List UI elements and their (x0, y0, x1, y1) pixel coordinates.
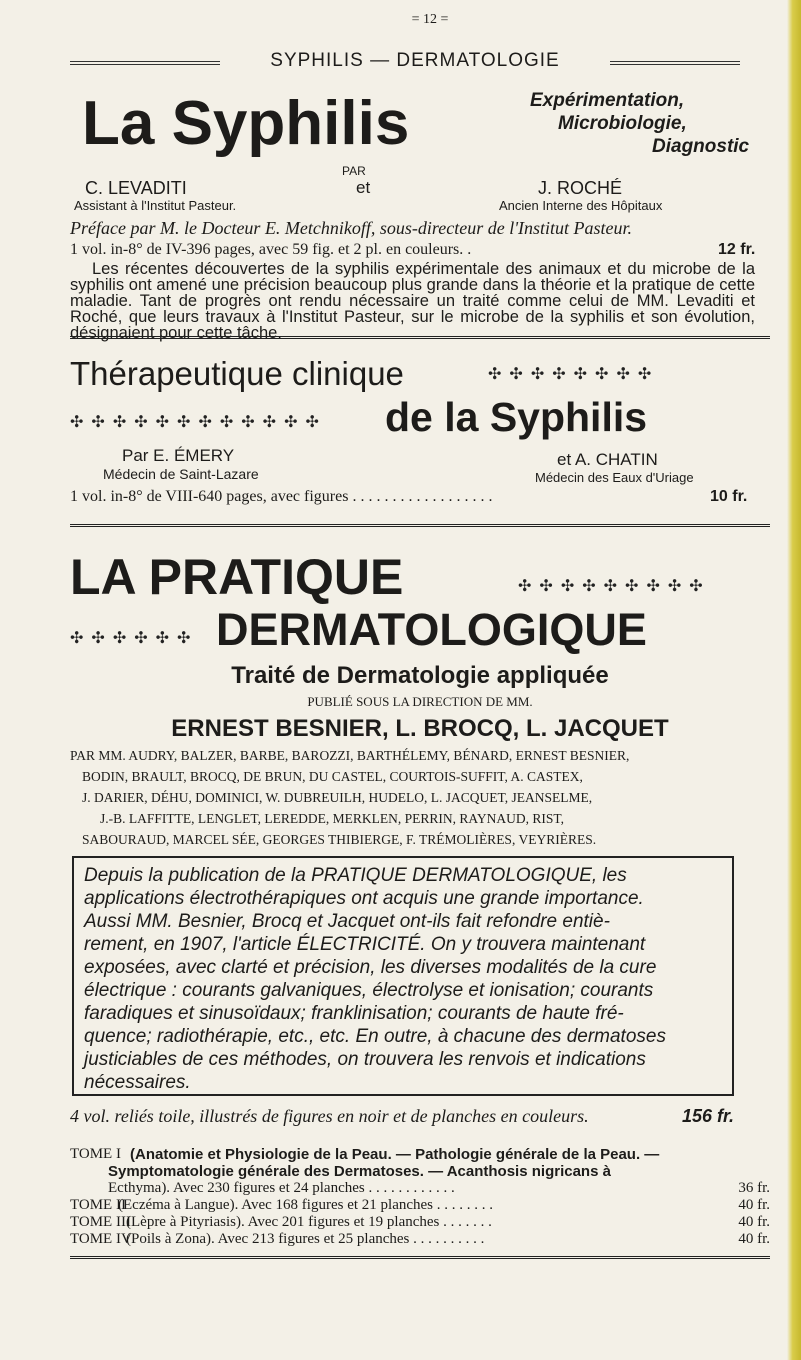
contributor-line: BODIN, BRAULT, BROCQ, DE BRUN, DU CASTEL, COURTOIS-SUFFIT, A. CASTEX, (82, 769, 583, 784)
book3-summary: 4 vol. reliés toile, illustrés de figures en noir et de planches en couleurs. (70, 1106, 589, 1126)
star-ornament-row: ✣ ✣ ✣ ✣ ✣ ✣ (70, 630, 193, 647)
book3-title-2: DERMATOLOGIQUE (216, 604, 647, 655)
book1-par: PAR (342, 164, 366, 178)
divider (70, 1256, 770, 1259)
notice-line: quence; radiothérapie, etc., etc. En outre, à chacune des dermatoses (84, 1026, 666, 1047)
page-edge (787, 0, 801, 1360)
notice-text (84, 864, 704, 1094)
running-head (70, 50, 770, 74)
notice-line: applications électrothérapiques ont acquis une grande importance. (84, 888, 644, 909)
book2-title-1: Thérapeutique clinique (70, 355, 404, 392)
running-head-title: SYPHILIS — DERMATOLOGIE (220, 50, 610, 72)
book1-subtitle-2: Microbiologie, (558, 113, 687, 134)
book2-author1-role: Médecin de Saint-Lazare (103, 466, 259, 482)
book2-volume: 1 vol. in-8° de VIII-640 pages, avec figures . . . . . . . . . . . . . . . . . . (70, 488, 493, 505)
electricity-notice-box (72, 856, 734, 1096)
book1-description: Les récentes découvertes de la syphilis expérimentale des animaux et du microbe de la syphilis ont amené une précision beaucoup plus grande dans la théorie et la pratique de cette maladie. Tant de progrès ont rendu nécessaire un traité comme celui de MM. Levaditi et Roché, que leurs travaux à l'Institut Pasteur, sur le microbe de la syphilis et son évolution, désignaient pour cette tâche. (70, 260, 755, 342)
book2-title-2: de la Syphilis (385, 394, 648, 440)
notice-line: rement, en 1907, l'article ÉLECTRICITÉ. On y trouvera maintenant (84, 934, 646, 955)
book2-author1: Par E. ÉMERY (122, 446, 235, 465)
notice-line: exposées, avec clarté et précision, les diverses modalités de la cure (84, 957, 657, 978)
notice-line: nécessaires. (84, 1072, 191, 1093)
star-ornament-row: ✣ ✣ ✣ ✣ ✣ ✣ ✣ ✣ ✣ (518, 578, 705, 595)
book1-author1: C. LEVADITI (85, 178, 187, 198)
book3-published: PUBLIÉ SOUS LA DIRECTION DE MM. (307, 694, 533, 709)
contributor-line: PAR MM. AUDRY, BALZER, BARBE, BAROZZI, BARTHÉLEMY, BÉNARD, ERNEST BESNIER, (70, 748, 630, 763)
notice-line: Aussi MM. Besnier, Brocq et Jacquet ont-ils fait refondre entiè- (84, 911, 610, 932)
book3-directors: ERNEST BESNIER, L. BROCQ, L. JACQUET (171, 715, 669, 742)
divider (70, 336, 770, 339)
book1-author1-role: Assistant à l'Institut Pasteur. (74, 198, 237, 213)
page-number: = 12 = (411, 12, 449, 27)
book1-price: 12 fr. (718, 241, 756, 258)
notice-line: électrique : courants galvaniques, électrolyse et ionisation; courants (84, 980, 654, 1001)
book3-title-1: LA PRATIQUE (70, 549, 404, 605)
contributor-line: J. DARIER, DÉHU, DOMINICI, W. DUBREUILH, HUDELO, L. JACQUET, JEANSELME, (82, 790, 593, 805)
book1-subtitle-1: Expérimentation, (530, 90, 685, 111)
book1-subtitle-3: Diagnostic (652, 136, 750, 157)
book2-author2: et A. CHATIN (557, 450, 658, 469)
contributor-line: J.-B. LAFFITTE, LENGLET, LEREDDE, MERKLEN, PERRIN, RAYNAUD, RIST, (100, 811, 564, 826)
star-ornament-row: ✣ ✣ ✣ ✣ ✣ ✣ ✣ ✣ ✣ ✣ ✣ ✣ (70, 414, 321, 431)
book2-author2-role: Médecin des Eaux d'Uriage (535, 470, 694, 485)
book1-author2-role: Ancien Interne des Hôpitaux (499, 198, 663, 213)
divider (70, 524, 770, 527)
notice-line: justiciables de ces méthodes, on trouvera les renvois et indications (84, 1049, 646, 1070)
book1-author2: J. ROCHÉ (538, 178, 623, 198)
book3-summary-price: 156 fr. (682, 1106, 735, 1126)
book2-price: 10 fr. (710, 488, 748, 505)
contributor-line: SABOURAUD, MARCEL SÉE, GEORGES THIBIERGE, F. TRÉMOLIÈRES, VEYRIÈRES. (82, 832, 597, 847)
notice-line: Depuis la publication de la PRATIQUE DERMATOLOGIQUE, les (84, 865, 627, 886)
book3-subtitle: Traité de Dermatologie appliquée (231, 662, 609, 689)
book1-et: et (356, 178, 371, 197)
book1-volume: 1 vol. in-8° de IV-396 pages, avec 59 fig. et 2 pl. en couleurs. . (70, 241, 472, 258)
star-ornament-row: ✣ ✣ ✣ ✣ ✣ ✣ ✣ ✣ (488, 366, 654, 383)
notice-line: faradiques et sinusoïdaux; franklinisation; courants de haute fré- (84, 1003, 624, 1024)
book1-title: La Syphilis (82, 89, 410, 158)
book1-preface: Préface par M. le Docteur E. Metchnikoff, sous-directeur de l'Institut Pasteur. (70, 218, 633, 238)
